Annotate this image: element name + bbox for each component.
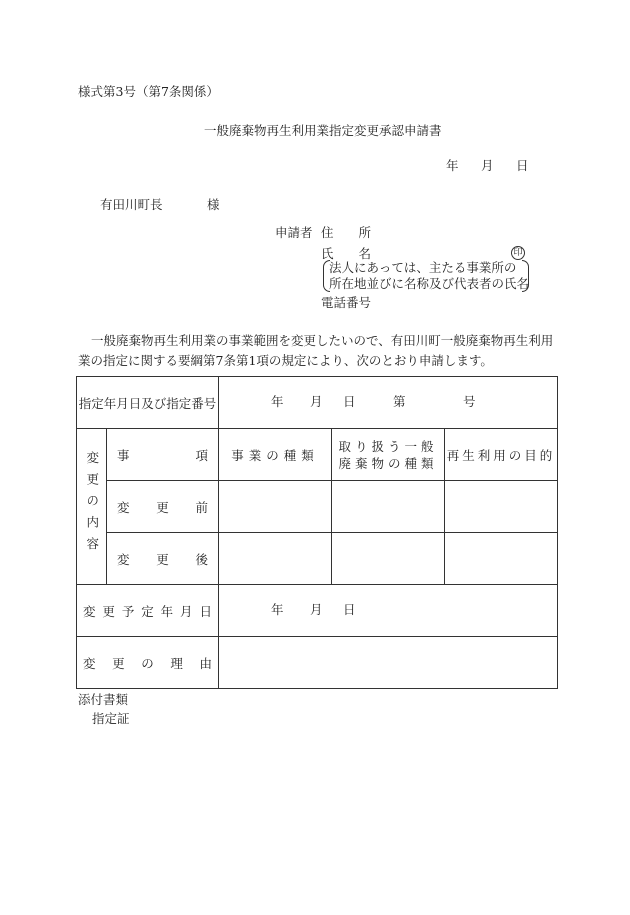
corporate-note-line2: 所在地並びに名称及び代表者の氏名	[329, 276, 530, 291]
address-label: 住 所	[321, 225, 372, 240]
designation-value-cell[interactable]	[219, 377, 558, 429]
after-label-cell	[107, 533, 219, 585]
after-change-row	[77, 533, 558, 585]
corporate-note-line1: 法人にあっては、主たる事業所の	[329, 260, 517, 275]
form-number: 様式第3号（第7条関係）	[78, 84, 219, 99]
before-purpose-cell[interactable]	[445, 481, 558, 533]
seal-mark-icon: 印	[511, 246, 525, 260]
after-label-char: 更	[156, 551, 169, 567]
waste-type-header-line2: 廃棄物の種類	[338, 455, 438, 471]
designation-month: 月	[310, 394, 323, 409]
scheduled-label-char: 年	[160, 603, 174, 619]
reason-label-cell	[77, 637, 219, 689]
document-title: 一般廃棄物再生利用業指定変更承認申請書	[204, 123, 442, 138]
scheduled-label-char: 日	[199, 603, 212, 619]
scheduled-label-char: 月	[180, 603, 193, 619]
before-label-char: 変	[117, 499, 130, 515]
reason-row	[77, 637, 558, 689]
scheduled-date-value-cell[interactable]	[219, 585, 558, 637]
after-label-char: 後	[195, 551, 209, 567]
date-month-label: 月	[481, 158, 494, 173]
date-day-label: 日	[516, 158, 529, 173]
date-year-label: 年	[446, 158, 459, 173]
designation-no-prefix: 第	[393, 394, 406, 409]
after-label-char: 変	[117, 551, 130, 567]
before-change-row	[77, 481, 558, 533]
before-label-char: 更	[156, 499, 169, 515]
application-body-text: 一般廃棄物再生利用業の事業範囲を変更したいので、有田川町一般廃棄物再生利用業の指定に関する要綱第7条第1項の規定により、次のとおり申請します。	[78, 333, 554, 368]
scheduled-label-char: 定	[141, 603, 154, 619]
scheduled-month: 月	[310, 602, 323, 617]
item-label-cell	[107, 429, 219, 481]
reason-label-char: の	[141, 655, 154, 671]
attachment-item: 指定証	[92, 711, 130, 726]
after-waste-type-cell[interactable]	[332, 533, 445, 585]
change-header-row	[77, 429, 558, 481]
scheduled-date-row	[77, 585, 558, 637]
designation-year: 年	[271, 394, 284, 409]
name-label: 氏 名	[321, 246, 372, 261]
change-content-label-cell	[77, 429, 107, 585]
scheduled-date-label-cell	[77, 585, 219, 637]
waste-type-header-line1: 取り扱う一般	[338, 438, 438, 454]
reason-value-cell[interactable]	[219, 637, 558, 689]
application-table	[76, 376, 558, 689]
corporate-note	[323, 260, 529, 292]
before-label-char: 前	[195, 499, 209, 515]
addressee-honorific: 様	[207, 197, 220, 212]
designation-row	[77, 377, 558, 429]
reason-label-char: 理	[170, 655, 183, 671]
scheduled-label-char: 予	[121, 603, 135, 619]
designation-no-suffix: 号	[463, 394, 476, 409]
right-bracket	[522, 260, 529, 292]
after-business-type-cell[interactable]	[219, 533, 332, 585]
scheduled-year: 年	[271, 602, 284, 617]
designation-label-cell	[77, 377, 219, 429]
addressee-name: 有田川町長	[100, 197, 163, 212]
reason-label-char: 更	[112, 655, 125, 671]
before-business-type-cell[interactable]	[219, 481, 332, 533]
designation-label: 指定年月日及び指定番号	[78, 395, 217, 411]
attachments-title: 添付書類	[78, 692, 129, 707]
item-label-2: 項	[195, 447, 209, 463]
scheduled-label-char: 更	[102, 603, 115, 619]
designation-day: 日	[343, 394, 356, 409]
scheduled-day: 日	[343, 602, 356, 617]
waste-type-header-cell	[332, 429, 445, 481]
reason-label-char: 変	[83, 655, 96, 671]
item-label-1: 事	[117, 447, 130, 463]
before-waste-type-cell[interactable]	[332, 481, 445, 533]
scheduled-label-char: 変	[83, 603, 96, 619]
phone-label: 電話番号	[321, 295, 372, 310]
business-type-header: 事業の種類	[219, 429, 332, 481]
after-purpose-cell[interactable]	[445, 533, 558, 585]
reason-label-char: 由	[199, 655, 213, 671]
purpose-header: 再生利用の目的	[445, 429, 558, 481]
change-content-label: 変更の内容	[84, 451, 100, 559]
applicant-label: 申請者	[275, 225, 313, 240]
before-label-cell	[107, 481, 219, 533]
